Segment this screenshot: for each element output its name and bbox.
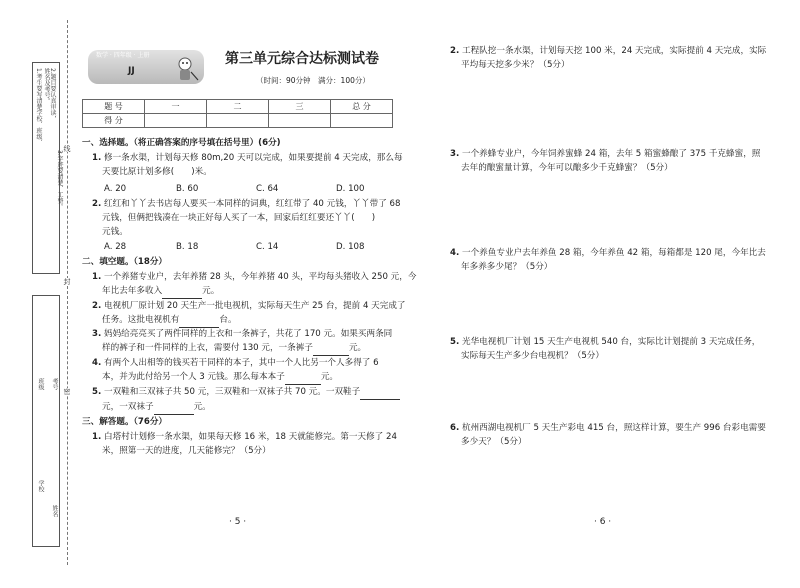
notice-line-2: 姓名及考号。 bbox=[43, 68, 50, 104]
question-text: 台。 bbox=[219, 315, 237, 325]
question-text: 元钱。 bbox=[102, 227, 128, 237]
question-text: 去年的酿蜜量计算，今年可以酿多少千克蜂蜜？（5分） bbox=[461, 163, 673, 173]
question-text: 有两个人出相等的钱买若干同样的本子，其中一个人比另一个人多得了 6 bbox=[103, 358, 379, 368]
question-text: 元。 bbox=[320, 372, 339, 382]
question-text: 元。 bbox=[348, 343, 367, 353]
question-text: 修一条水渠，计划每天修 80m,20 天可以完成，如果要提前 4 天完成，那么每 bbox=[103, 153, 403, 163]
binding-label-bottom: 密 bbox=[63, 388, 71, 395]
question-number: 2. bbox=[450, 46, 460, 56]
score-header-cell: 总 分 bbox=[331, 100, 393, 114]
question-number: 6. bbox=[450, 423, 460, 433]
question-text: 天要比原计划多修( )米。 bbox=[102, 167, 212, 177]
binding-label-top: 线 bbox=[63, 145, 71, 152]
question-number: 2. bbox=[92, 199, 102, 209]
option-c: C. 64 bbox=[256, 184, 279, 194]
question-text: 电视机厂原计划 20 天生产一批电视机，实际每天生产 25 台，提前 4 天完成了 bbox=[103, 301, 406, 311]
question-number: 3. bbox=[450, 149, 460, 159]
field-class-label: 班级 bbox=[37, 378, 44, 390]
question-number: 3. bbox=[92, 329, 102, 339]
page-number-left: · 5 · bbox=[229, 517, 247, 527]
question-fill-2 bbox=[92, 299, 406, 328]
question-text: 一双鞋和三双袜子共 50 元，三双鞋和一双袜子共 70 元。一双鞋子 bbox=[103, 387, 361, 397]
question-fill-4 bbox=[92, 356, 379, 385]
option-d: D. 100 bbox=[336, 184, 365, 194]
question-text: 样的裤子和一件同样的上衣，需要付 130 元，一条裤子 bbox=[102, 343, 313, 353]
question-text: 红红和丫丫去书店每人要买一本同样的词典，红红带了 40 元钱，丫丫带了 68 bbox=[103, 199, 401, 209]
section-heading-fill: 二、填空题。（18分） bbox=[82, 257, 168, 267]
option-b: B. 18 bbox=[176, 242, 199, 252]
question-choice-2 bbox=[92, 197, 400, 239]
question-solve-1 bbox=[92, 430, 397, 458]
score-header-cell: 二 bbox=[207, 100, 269, 114]
exam-meta: （时间：90分钟 满分：100分） bbox=[256, 76, 370, 85]
option-b: B. 60 bbox=[176, 184, 199, 194]
question-fill-5 bbox=[92, 385, 400, 415]
question-text: 元。 bbox=[193, 402, 211, 412]
answer-blank[interactable] bbox=[162, 284, 202, 299]
section-heading-solve: 三、解答题。（76分） bbox=[82, 417, 168, 427]
score-cell[interactable] bbox=[331, 114, 393, 128]
notice-line-4: 3.字迹要清楚、工整。 bbox=[56, 150, 63, 210]
question-number: 5. bbox=[450, 337, 460, 347]
question-number: 1. bbox=[92, 272, 102, 282]
option-d: D. 108 bbox=[336, 242, 365, 252]
question-number: 1. bbox=[92, 432, 102, 442]
score-table-row bbox=[83, 114, 393, 128]
notice-line-3: 2.题目要认真审读， bbox=[49, 68, 56, 122]
section-heading-choice: 一、选择题。（将正确答案的序号填在括号里）(6分) bbox=[82, 138, 281, 148]
question-text: 元，一双袜子 bbox=[102, 402, 154, 412]
field-exam-number-label: 考号 bbox=[51, 378, 58, 390]
header-tag: 数学 · 四年级 · 上册 bbox=[96, 52, 150, 59]
page-title: 第三单元综合达标测试卷 bbox=[225, 51, 379, 67]
question-text: 妈妈给亮亮买了两件同样的上衣和一条裤子，共花了 170 元。如果买两条同 bbox=[103, 329, 393, 339]
field-school-label: 学校 bbox=[37, 480, 44, 492]
question-text: 一个养蜂专业户，今年饲养蜜蜂 24 箱，去年 5 箱蜜蜂酿了 375 千克蜂蜜，照 bbox=[461, 149, 761, 159]
mascot-icon bbox=[170, 54, 200, 84]
score-cell[interactable] bbox=[269, 114, 331, 128]
question-number: 4. bbox=[450, 248, 460, 258]
question-text: 任务。这批电视机有 bbox=[102, 315, 180, 325]
option-c: C. 14 bbox=[256, 242, 279, 252]
header-edition: JJ bbox=[128, 66, 135, 76]
question-text: 实际每天生产多少台电视机？（5分） bbox=[461, 351, 604, 361]
question-text: 工程队挖一条水渠，计划每天挖 100 米，24 天完成，实际提前 4 天完成，实际 bbox=[461, 46, 767, 56]
question-text: 元钱，但俩把钱凑在一块正好每人买了一本，回家后红红要还丫丫( ) bbox=[102, 213, 376, 223]
question-text: 杭州西湖电视机厂 5 天生产彩电 415 台，照这样计算，要生产 996 台彩电需要 bbox=[461, 423, 766, 433]
question-number: 5. bbox=[92, 387, 102, 397]
answer-blank[interactable] bbox=[313, 341, 349, 356]
option-a: A. 28 bbox=[104, 242, 127, 252]
question-text: 年多养多少尾？（5分） bbox=[461, 262, 553, 272]
question-text: 元。 bbox=[202, 286, 220, 296]
binding-label-middle: 封 bbox=[63, 278, 71, 285]
question-text: 年比去年多收入 bbox=[102, 286, 163, 296]
answer-blank[interactable] bbox=[154, 400, 194, 415]
question-text: 米，照第一天的进度，几天能修完？（5分） bbox=[102, 446, 271, 456]
question-solve-2 bbox=[450, 44, 766, 72]
score-cell[interactable] bbox=[207, 114, 269, 128]
score-cell[interactable] bbox=[145, 114, 207, 128]
question-text: 一个养鱼专业户去年养鱼 28 箱，今年养鱼 42 箱，每箱都是 120 尾，今年比去 bbox=[461, 248, 766, 258]
question-solve-5 bbox=[450, 335, 760, 363]
binding-dashed-line bbox=[67, 20, 68, 565]
score-header-cell: 一 bbox=[145, 100, 207, 114]
question-text: 光华电视机厂计划 15 天生产电视机 540 台，实际比计划提前 3 天完成任务， bbox=[461, 337, 761, 347]
question-text: 白塔村计划修一条水渠，如果每天修 16 米，18 天就能修完。第一天修了 24 bbox=[103, 432, 397, 442]
question-number: 2. bbox=[92, 301, 102, 311]
score-header-cell: 题 号 bbox=[83, 100, 145, 114]
answer-blank[interactable] bbox=[179, 313, 219, 328]
score-header-cell: 三 bbox=[269, 100, 331, 114]
score-table bbox=[82, 99, 393, 128]
question-solve-4 bbox=[450, 246, 766, 274]
question-solve-6 bbox=[450, 421, 766, 449]
answer-blank[interactable] bbox=[285, 370, 321, 385]
option-a: A. 20 bbox=[104, 184, 127, 194]
question-text: 平均每天挖多少米？（5分） bbox=[461, 60, 570, 70]
question-number: 1. bbox=[92, 153, 102, 163]
score-row-label: 得 分 bbox=[83, 114, 145, 128]
question-fill-3 bbox=[92, 327, 392, 356]
score-table-header-row bbox=[83, 100, 393, 114]
question-fill-1 bbox=[92, 270, 416, 299]
page-number-right: · 6 · bbox=[594, 517, 612, 527]
answer-blank[interactable] bbox=[360, 385, 400, 400]
question-text: 多少天？（5分） bbox=[461, 437, 527, 447]
notice-line-1: 1.考生要写清楚学校、班级、 bbox=[35, 68, 42, 146]
question-number: 4. bbox=[92, 358, 102, 368]
question-choice-1 bbox=[92, 151, 403, 179]
question-text: 本，并为此付给另一个人 3 元钱。那么每本本子 bbox=[102, 372, 285, 382]
field-name-label: 姓名 bbox=[51, 505, 58, 517]
question-text: 一个养猪专业户，去年养猪 28 头，今年养猪 40 头，平均每头猪收入 250 元，今 bbox=[103, 272, 417, 282]
question-solve-3 bbox=[450, 147, 760, 175]
